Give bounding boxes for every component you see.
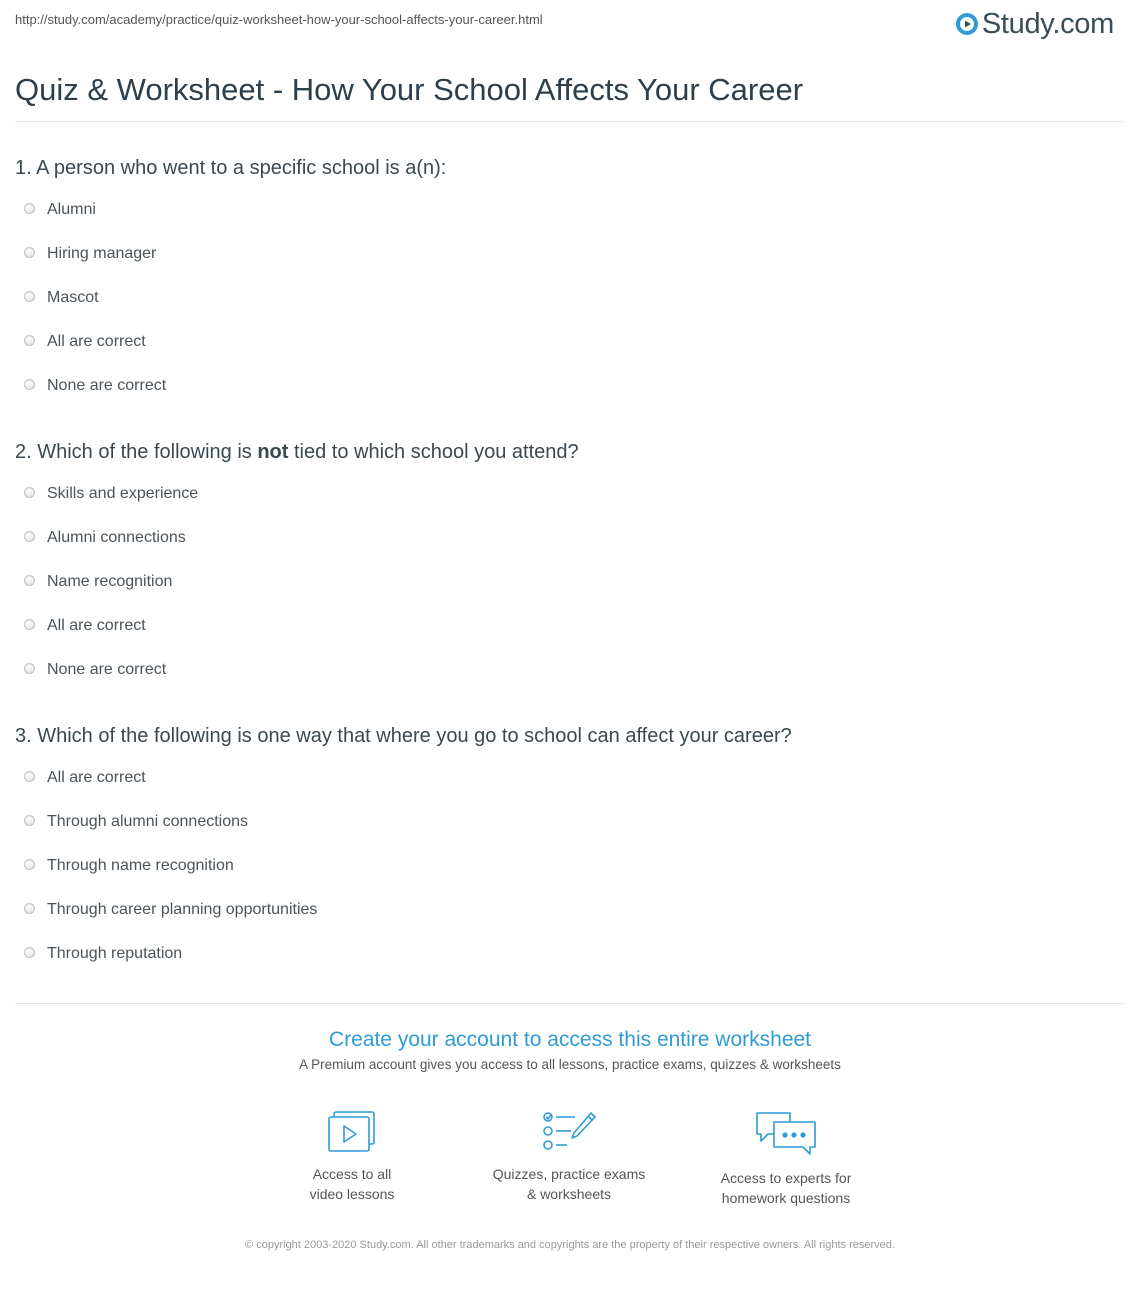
radio-button[interactable] <box>24 291 35 302</box>
create-account-link[interactable]: Create your account to access this entire worksheet <box>328 1028 812 1051</box>
cta-subtitle: A Premium account gives you access to all lessons, practice exams, quizzes & worksheets <box>299 1057 841 1072</box>
radio-button[interactable] <box>24 619 35 630</box>
option-label: Through reputation <box>47 945 183 962</box>
radio-button[interactable] <box>24 379 35 390</box>
radio-button[interactable] <box>24 335 35 346</box>
feature-label-line1: Access to experts for <box>720 1170 852 1186</box>
answer-option[interactable] <box>15 276 166 320</box>
option-label: Skills and experience <box>47 485 199 502</box>
question-3-text: 3. Which of the following is one way that where you go to school can affect your career? <box>15 725 792 747</box>
chat-bubbles-icon <box>754 1110 818 1158</box>
feature-label-line2: video lessons <box>309 1186 395 1202</box>
answer-option[interactable] <box>15 232 166 276</box>
feature-label-line1: Access to all <box>312 1166 392 1182</box>
feature-video-lessons <box>262 1110 442 1204</box>
option-label: Mascot <box>47 289 99 306</box>
question-2-text: 2. Which of the following is not tied to which school you attend? <box>15 441 579 463</box>
answer-option[interactable] <box>15 932 317 976</box>
video-lessons-icon <box>326 1110 378 1154</box>
feature-experts <box>696 1110 876 1208</box>
option-label: Alumni connections <box>47 529 186 546</box>
emphasis-not: not <box>257 441 289 463</box>
option-label: Alumni <box>47 201 96 218</box>
page-url: http://study.com/academy/practice/quiz-worksheet-how-your-school-affects-your-career.html <box>15 12 543 27</box>
answer-option[interactable] <box>15 604 198 648</box>
title-divider <box>15 121 1125 122</box>
answer-option[interactable] <box>15 472 198 516</box>
answer-option[interactable] <box>15 756 317 800</box>
option-label: Hiring manager <box>47 245 157 262</box>
answer-option[interactable] <box>15 844 317 888</box>
copyright-notice: © copyright 2003-2020 Study.com. All other trademarks and copyrights are the property of their respective owners. All rights reserved. <box>245 1239 895 1251</box>
radio-button[interactable] <box>24 663 35 674</box>
cta-divider <box>15 1003 1125 1004</box>
radio-button[interactable] <box>24 531 35 542</box>
logo-text: Study.com <box>981 8 1114 40</box>
quiz-checklist-icon <box>541 1110 597 1154</box>
play-logo-icon <box>955 12 979 36</box>
radio-button[interactable] <box>24 575 35 586</box>
option-label: All are correct <box>47 769 146 786</box>
radio-button[interactable] <box>24 247 35 258</box>
radio-button[interactable] <box>24 771 35 782</box>
radio-button[interactable] <box>24 947 35 958</box>
radio-button[interactable] <box>24 859 35 870</box>
study-logo[interactable] <box>955 8 1114 40</box>
question-3-options <box>15 756 317 976</box>
option-label: Name recognition <box>47 573 173 590</box>
question-2-options <box>15 472 198 692</box>
radio-button[interactable] <box>24 815 35 826</box>
radio-button[interactable] <box>24 203 35 214</box>
option-label: Through name recognition <box>47 857 234 874</box>
answer-option[interactable] <box>15 560 198 604</box>
option-label: All are correct <box>47 617 146 634</box>
page-title: Quiz & Worksheet - How Your School Affects Your Career <box>15 72 804 107</box>
answer-option[interactable] <box>15 364 166 408</box>
answer-option[interactable] <box>15 888 317 932</box>
answer-option[interactable] <box>15 320 166 364</box>
option-label: Through career planning opportunities <box>47 901 318 918</box>
radio-button[interactable] <box>24 487 35 498</box>
option-label: None are correct <box>47 377 167 394</box>
feature-label-line2: & worksheets <box>526 1186 612 1202</box>
question-1-options <box>15 188 166 408</box>
option-label: All are correct <box>47 333 146 350</box>
feature-quizzes <box>479 1110 659 1204</box>
option-label: None are correct <box>47 661 167 678</box>
feature-label-line2: homework questions <box>721 1190 851 1206</box>
option-label: Through alumni connections <box>47 813 249 830</box>
answer-option[interactable] <box>15 800 317 844</box>
answer-option[interactable] <box>15 516 198 560</box>
answer-option[interactable] <box>15 648 198 692</box>
question-1-text: 1. A person who went to a specific school is a(n): <box>15 157 447 179</box>
radio-button[interactable] <box>24 903 35 914</box>
feature-label-line1: Quizzes, practice exams <box>492 1166 646 1182</box>
answer-option[interactable] <box>15 188 166 232</box>
